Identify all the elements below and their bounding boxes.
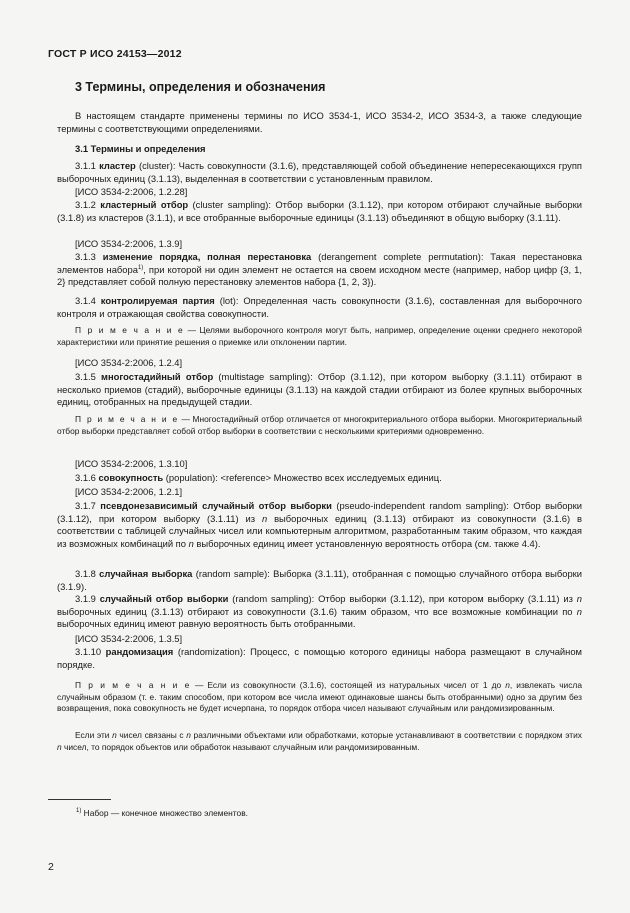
term-name: случайная выборка [99, 568, 193, 579]
section-title: 3 Термины, определения и обозначения [75, 80, 326, 94]
reference: [ИСО 3534-2:2006, 1.2.4] [75, 357, 183, 368]
term-3-1-9: 3.1.9 случайный отбор выборки (random sampling): Отбор выборки (3.1.12), при котором выборку (3.1.11) из n выборочных единиц (3.1.13) отбирают из совокупности (3.1.6) таким образом, что все возможные комбинации по n выборочных единиц имеют равную вероятность быть отобранными. [57, 593, 582, 630]
reference: [ИСО 3534-2:2006, 1.3.5] [75, 633, 183, 644]
term-3-1-2: 3.1.2 кластерный отбор (cluster sampling): Отбор выборки (3.1.12), при котором отбирают случайные выборки (3.1.8) из кластеров (3.1.1), и все отобранные выборочные единицы (3.1.13) объединяют в общую выборку (3.1.11). [57, 199, 582, 223]
term-name: совокупность [98, 472, 164, 483]
term-name: контролируемая партия [100, 295, 215, 306]
reference: [ИСО 3534-2:2006, 1.3.9] [75, 238, 183, 249]
note: П р и м е ч а н и е — Многостадийный отбор отличается от многокритериального отбора выборки. Многокритериальный отбор выборки представляет собой отбор выборки в соответствии с несколькими критериями одновременно. [57, 414, 582, 436]
footnote: $^{1)}$ Набор — конечное множество элементов. [76, 808, 248, 818]
term-name: кластерный отбор [100, 199, 189, 210]
intro-paragraph: В настоящем стандарте применены термины по ИСО 3534-1, ИСО 3534-2, ИСО 3534-3, а также следующие термины с соответствующими определениями. [57, 110, 582, 134]
footnote-mark: 1) [137, 264, 144, 271]
term-name: многостадийный отбор [101, 371, 214, 382]
reference: [ИСО 3534-2:2006, 1.2.1] [75, 486, 183, 497]
term-name: кластер [99, 160, 136, 171]
term-3-1-10: 3.1.10 рандомизация (randomization): Процесс, с помощью которого единицы набора размещают в случайном порядке. [57, 646, 583, 670]
page-number: 2 [48, 861, 54, 873]
term-3-1-3: 3.1.3 изменение порядка, полная перестановка (derangement complete permutation): Такая перестановка элементов набора$^{1)}$, при которой ни один элемент не остается на своем исходном месте (например, набор цифр {3, 1, 2} представляет собой полную перестановку элементов набора {1, 2, 3}). [57, 251, 582, 288]
term-name: рандомизация [105, 646, 174, 657]
term-3-1-6: 3.1.6 совокупность (population): <reference> Множество всех исследуемых единиц. [75, 472, 442, 483]
subsection-title: 3.1 Термины и определения [75, 143, 206, 154]
reference: [ИСО 3534-2:2006, 1.3.10] [75, 458, 188, 469]
note: П р и м е ч а н и е — Если из совокупности (3.1.6), состоящей из натуральных чисел от 1 до n, извлекать числа случайным образом (т. е. таким способом, при котором все числа имеют одинаковые шансы быть отобранными) одно за другим без возвращения, пока совокупность не будет исчерпана, то порядок отбора чисел называют случайным или рандомизированным. [57, 680, 582, 714]
standard-header: ГОСТ Р ИСО 24153—2012 [48, 48, 182, 60]
reference: [ИСО 3534-2:2006, 1.2.28] [75, 186, 188, 197]
term-name: изменение порядка, полная перестановка [102, 251, 312, 262]
term-3-1-1: 3.1.1 кластер (cluster): Часть совокупности (3.1.6), представляющей собой объединение непересекающихся групп выборочных единиц (3.1.13), выделенная в соответствии с установленным правилом. [57, 160, 582, 184]
note: П р и м е ч а н и е — Целями выборочного контроля могут быть, например, определение оценки среднего некоторой характеристики или принятие решения о приемке или отклонении партии. [57, 325, 582, 347]
footnote-divider [48, 799, 111, 800]
term-3-1-8: 3.1.8 случайная выборка (random sample): Выборка (3.1.11), отобранная с помощью случайного отбора выборки (3.1.9). [57, 568, 582, 592]
term-name: псевдонезависимый случайный отбор выборки [100, 500, 332, 511]
term-3-1-5: 3.1.5 многостадийный отбор (multistage sampling): Отбор (3.1.12), при котором выборку (3.1.11) отбирают в несколько приемов (стадий), выборочные единицы (3.1.13) на каждой стадии отбирают из более крупных выборочных единиц, отобранных на предыдущей стадии. [57, 371, 582, 408]
note-continued: Если эти n чисел связаны с n различными объектами или обработками, которые устанавливают в соответствии с порядком этих n чисел, то порядок объектов или обработок называют случайным или рандомизированным. [57, 730, 582, 752]
term-3-1-4: 3.1.4 контролируемая партия (lot): Определенная часть совокупности (3.1.6), составленная для выборочного контроля и отражающая свойства совокупности. [57, 295, 582, 319]
term-name: случайный отбор выборки [99, 593, 229, 604]
term-3-1-7: 3.1.7 псевдонезависимый случайный отбор выборки (pseudo-independent random sampling): Отбор выборки (3.1.12), при котором выборку (3.1.11) из n выборочных единиц (3.1.13) отбирают из совокупности (3.1.6) в соответствии с таблицей случайных чисел или компьютерным алгоритмом, разработанным таким образом, что каждая из возможных комбинаций по n выборочных единиц имеет установленную вероятность отбора (см. также 4.4). [57, 500, 582, 549]
